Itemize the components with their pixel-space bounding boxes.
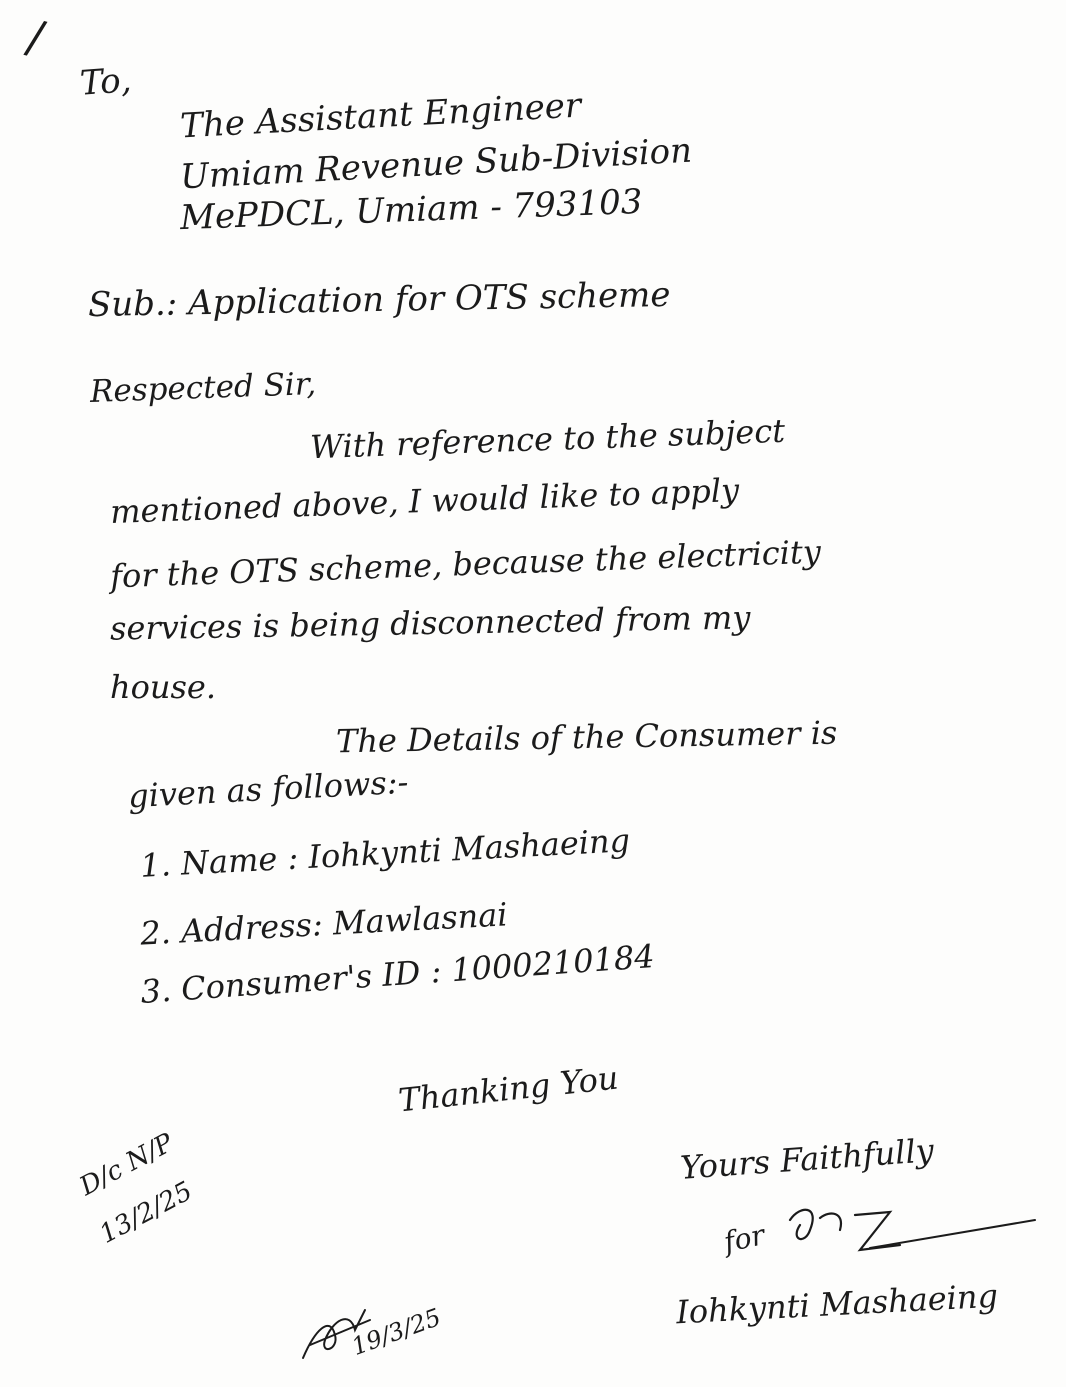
- stamp-date: 13/2/25: [94, 1176, 198, 1250]
- detail-name: 1. Name : Iohkynti Mashaeing: [139, 821, 631, 885]
- address-line-1: The Assistant Engineer: [179, 85, 583, 147]
- address-line-3: MePDCL, Umiam - 793103: [179, 181, 644, 239]
- details-intro-2: given as follows:-: [127, 762, 410, 816]
- margin-mark: /: [21, 8, 50, 66]
- subject-line: Sub.: Application for OTS scheme: [87, 274, 671, 326]
- body-line-3: for the OTS scheme, because the electricity: [109, 532, 822, 596]
- body-line-1: With reference to the subject: [309, 411, 786, 467]
- applicant-signature: [760, 1200, 1066, 1270]
- for-label: for: [721, 1218, 768, 1259]
- details-intro-1: The Details of the Consumer is: [335, 713, 838, 761]
- officer-date: 19/3/25: [348, 1303, 445, 1361]
- body-line-2: mentioned above, I would like to apply: [109, 471, 740, 531]
- detail-consumer-id: 3. Consumer's ID : 1000210184: [139, 937, 656, 1011]
- recipient-to: To,: [78, 60, 133, 104]
- body-line-5: house.: [110, 668, 217, 706]
- thanking-you: Thanking You: [396, 1058, 621, 1120]
- detail-address: 2. Address: Mawlasnai: [139, 895, 509, 953]
- closing-line: Yours Faithfully: [678, 1131, 935, 1187]
- stamp-note: D/c N/P: [74, 1127, 179, 1203]
- body-line-4: services is being disconnected from my: [109, 598, 751, 648]
- salutation: Respected Sir,: [89, 366, 317, 410]
- signer-name: Iohkynti Mashaeing: [675, 1276, 999, 1332]
- address-line-2: Umiam Revenue Sub-Division: [179, 130, 693, 198]
